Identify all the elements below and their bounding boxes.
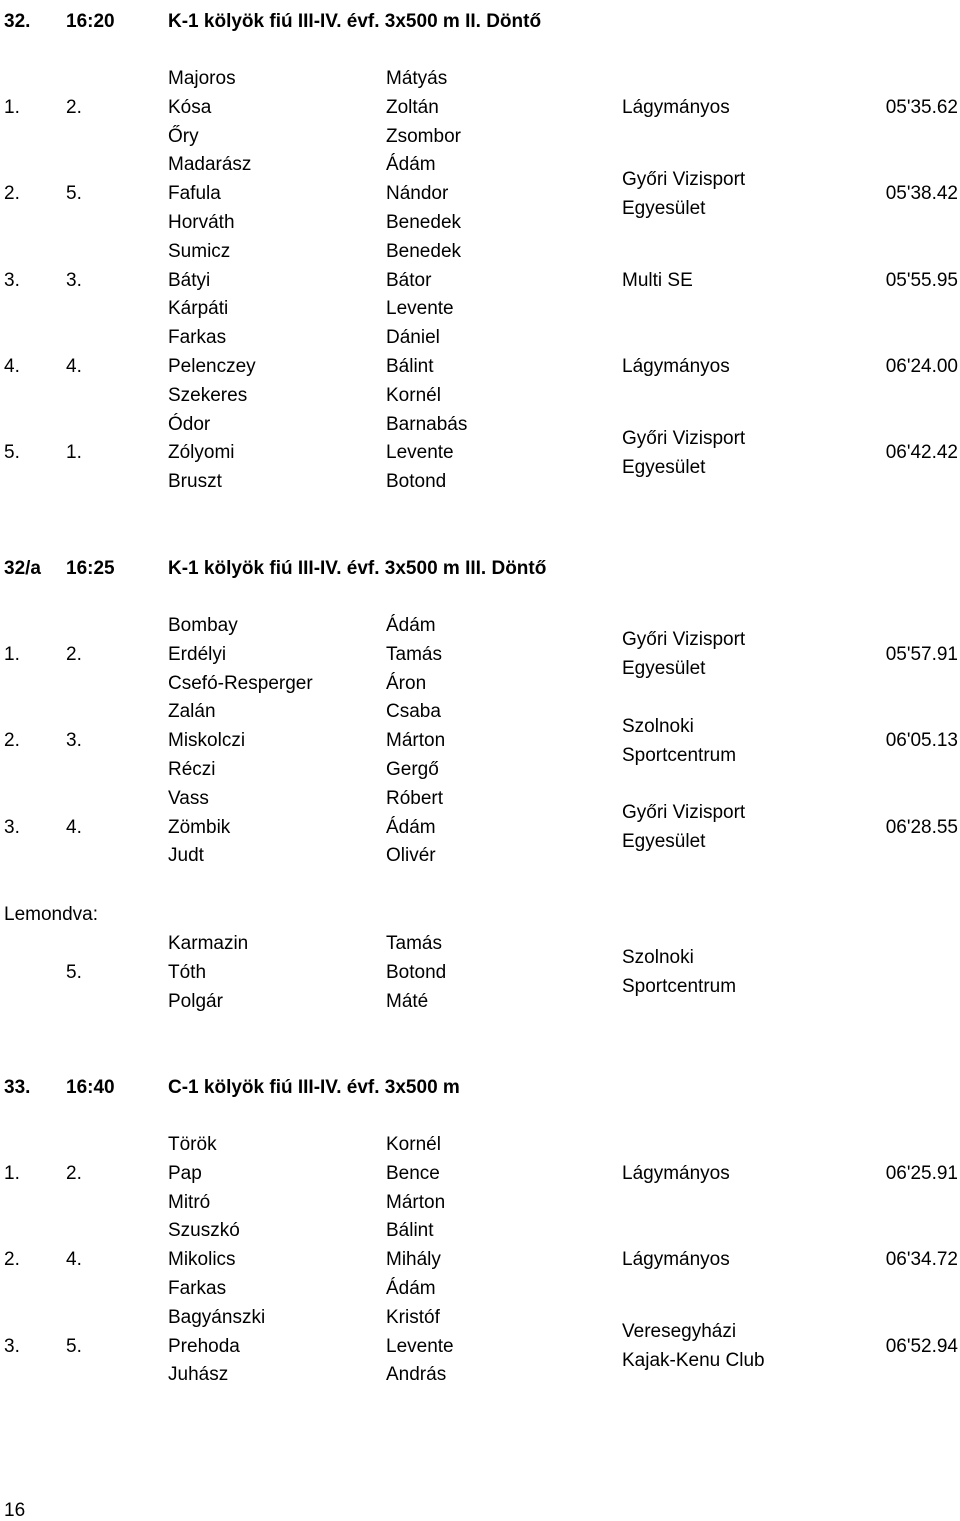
event-time: 16:20: [66, 11, 115, 32]
athlete-firstname: Máté: [386, 990, 429, 1012]
athlete-firstname: Barnabás: [386, 413, 468, 435]
athlete-firstname: Csaba: [386, 701, 441, 723]
event-number: 32.: [4, 11, 31, 32]
athlete-surname: Csefó-Resperger: [168, 672, 313, 694]
place-number: 3.: [4, 816, 20, 838]
lane-number: 3.: [66, 730, 82, 752]
place-number: 1.: [4, 643, 20, 665]
athlete-surname: Fafula: [168, 183, 221, 205]
place-number: 3.: [4, 269, 20, 291]
athlete-surname: Pelenczey: [168, 356, 256, 377]
result-time: 05'57.91: [885, 643, 958, 665]
club-name: Szolnoki: [622, 947, 694, 969]
athlete-firstname: Márton: [386, 1191, 446, 1213]
lane-number: 1.: [66, 442, 82, 464]
athlete-surname: Miskolczi: [168, 730, 246, 752]
event-number: 33.: [4, 1077, 31, 1098]
event-title: C-1 kölyök fiú III-IV. évf. 3x500 m: [168, 1077, 460, 1098]
athlete-surname: Kárpáti: [168, 298, 229, 320]
athlete-firstname: Kristóf: [386, 1306, 440, 1328]
athlete-firstname: Botond: [386, 961, 447, 983]
athlete-firstname: Levente: [386, 298, 454, 320]
result-time: 06'52.94: [885, 1335, 958, 1357]
lane-number: 5.: [66, 961, 82, 983]
club-name: Győri Vizisport: [622, 428, 746, 449]
athlete-firstname: Ádám: [386, 615, 436, 636]
athlete-firstname: Áron: [386, 672, 427, 694]
club-name: Sportcentrum: [622, 976, 737, 998]
athlete-surname: Szekeres: [168, 384, 248, 406]
athlete-firstname: Levente: [386, 1335, 454, 1357]
place-number: 2.: [4, 1249, 20, 1271]
result-time: 06'05.13: [885, 730, 958, 752]
place-number: 4.: [4, 356, 20, 377]
athlete-firstname: Dániel: [386, 327, 440, 349]
result-time: 06'42.42: [885, 442, 958, 464]
athlete-surname: Vass: [168, 787, 209, 809]
athlete-surname: Polgár: [168, 990, 223, 1012]
athlete-firstname: Nándor: [386, 183, 449, 205]
athlete-firstname: Róbert: [386, 787, 444, 809]
athlete-firstname: Ádám: [386, 154, 436, 176]
athlete-surname: Tóth: [168, 961, 207, 983]
place-number: 1.: [4, 1162, 20, 1184]
athlete-surname: Horváth: [168, 212, 235, 233]
club-name: Egyesület: [622, 456, 706, 478]
athlete-surname: Farkas: [168, 1278, 227, 1299]
athlete-firstname: Ádám: [386, 1278, 436, 1299]
club-name: Egyesület: [622, 658, 706, 680]
lane-number: 5.: [66, 183, 82, 205]
athlete-surname: Ódor: [168, 413, 211, 435]
lane-number: 5.: [66, 1335, 82, 1357]
athlete-surname: Őry: [168, 125, 199, 147]
lane-number: 2.: [66, 643, 82, 665]
athlete-surname: Pap: [168, 1162, 202, 1184]
result-time: 06'24.00: [885, 356, 958, 377]
lane-number: 2.: [66, 1162, 82, 1184]
athlete-firstname: Márton: [386, 730, 446, 752]
club-name: Egyesület: [622, 831, 706, 852]
athlete-firstname: Benedek: [386, 212, 462, 233]
lane-number: 4.: [66, 816, 82, 838]
result-time: 05'38.42: [885, 183, 958, 205]
athlete-firstname: Tamás: [386, 933, 442, 954]
club-name: Győri Vizisport: [622, 168, 746, 190]
athlete-surname: Karmazin: [168, 933, 249, 954]
event-time: 16:25: [66, 558, 115, 579]
club-name: Lágymányos: [622, 96, 730, 118]
result-time: 05'55.95: [885, 269, 958, 291]
club-name: Lágymányos: [622, 1249, 730, 1271]
club-name: Multi SE: [622, 269, 693, 291]
athlete-surname: Zalán: [168, 701, 216, 723]
athlete-surname: Prehoda: [168, 1335, 240, 1357]
club-name: Sportcentrum: [622, 744, 737, 766]
athlete-surname: Farkas: [168, 327, 227, 349]
result-time: 06'25.91: [885, 1162, 958, 1184]
athlete-surname: Bátyi: [168, 269, 211, 291]
athlete-surname: Zömbik: [168, 816, 231, 838]
athlete-firstname: Tamás: [386, 643, 442, 665]
club-name: Győri Vizisport: [622, 629, 746, 651]
athlete-firstname: Mátyás: [386, 68, 448, 89]
athlete-firstname: Botond: [386, 471, 447, 493]
club-name: Kajak-Kenu Club: [622, 1350, 765, 1371]
athlete-surname: Kósa: [168, 96, 212, 118]
club-name: Lágymányos: [622, 1162, 730, 1184]
place-number: 1.: [4, 96, 20, 118]
athlete-firstname: Olivér: [386, 845, 436, 867]
club-name: Egyesület: [622, 197, 706, 219]
club-name: Veresegyházi: [622, 1321, 737, 1343]
athlete-firstname: Benedek: [386, 240, 462, 262]
event-title: K-1 kölyök fiú III-IV. évf. 3x500 m II. Döntő: [168, 11, 542, 32]
place-number: 2.: [4, 183, 20, 205]
athlete-firstname: Kornél: [386, 384, 441, 406]
athlete-surname: Erdélyi: [168, 643, 227, 665]
place-number: 3.: [4, 1335, 20, 1357]
athlete-firstname: Zoltán: [386, 96, 439, 118]
event-time: 16:40: [66, 1077, 115, 1098]
athlete-firstname: Levente: [386, 442, 454, 464]
athlete-surname: Mitró: [168, 1191, 211, 1213]
athlete-firstname: Gergő: [386, 759, 439, 780]
athlete-firstname: Bence: [386, 1162, 440, 1184]
athlete-surname: Réczi: [168, 759, 216, 780]
athlete-surname: Juhász: [168, 1364, 229, 1386]
athlete-surname: Madarász: [168, 154, 252, 176]
club-name: Lágymányos: [622, 356, 730, 377]
result-time: 06'28.55: [885, 816, 958, 838]
lane-number: 4.: [66, 356, 82, 377]
athlete-surname: Zólyomi: [168, 442, 235, 464]
athlete-firstname: Mihály: [386, 1249, 441, 1271]
withdrawn-label: Lemondva:: [4, 904, 99, 925]
club-name: Győri Vizisport: [622, 802, 746, 824]
athlete-surname: Török: [168, 1134, 217, 1155]
athlete-firstname: Bátor: [386, 269, 432, 291]
athlete-surname: Szuszkó: [168, 1220, 240, 1242]
lane-number: 3.: [66, 269, 82, 291]
result-time: 05'35.62: [885, 96, 958, 118]
athlete-firstname: Kornél: [386, 1134, 441, 1155]
lane-number: 2.: [66, 96, 82, 118]
athlete-firstname: András: [386, 1364, 447, 1386]
athlete-surname: Bruszt: [168, 471, 222, 493]
athlete-surname: Mikolics: [168, 1249, 236, 1271]
result-time: 06'34.72: [885, 1249, 958, 1271]
athlete-surname: Majoros: [168, 68, 236, 89]
event-title: K-1 kölyök fiú III-IV. évf. 3x500 m III. Döntő: [168, 558, 547, 579]
athlete-surname: Sumicz: [168, 240, 231, 262]
athlete-surname: Judt: [168, 845, 204, 867]
club-name: Szolnoki: [622, 715, 694, 737]
athlete-firstname: Bálint: [386, 356, 434, 377]
lane-number: 4.: [66, 1249, 82, 1271]
event-number: 32/a: [4, 558, 41, 579]
athlete-firstname: Bálint: [386, 1220, 434, 1242]
athlete-surname: Bombay: [168, 615, 238, 636]
athlete-surname: Bagyánszki: [168, 1306, 266, 1328]
place-number: 2.: [4, 730, 20, 752]
athlete-firstname: Ádám: [386, 816, 436, 838]
page-number: 16: [4, 1500, 26, 1521]
athlete-firstname: Zsombor: [386, 125, 461, 147]
place-number: 5.: [4, 442, 20, 464]
